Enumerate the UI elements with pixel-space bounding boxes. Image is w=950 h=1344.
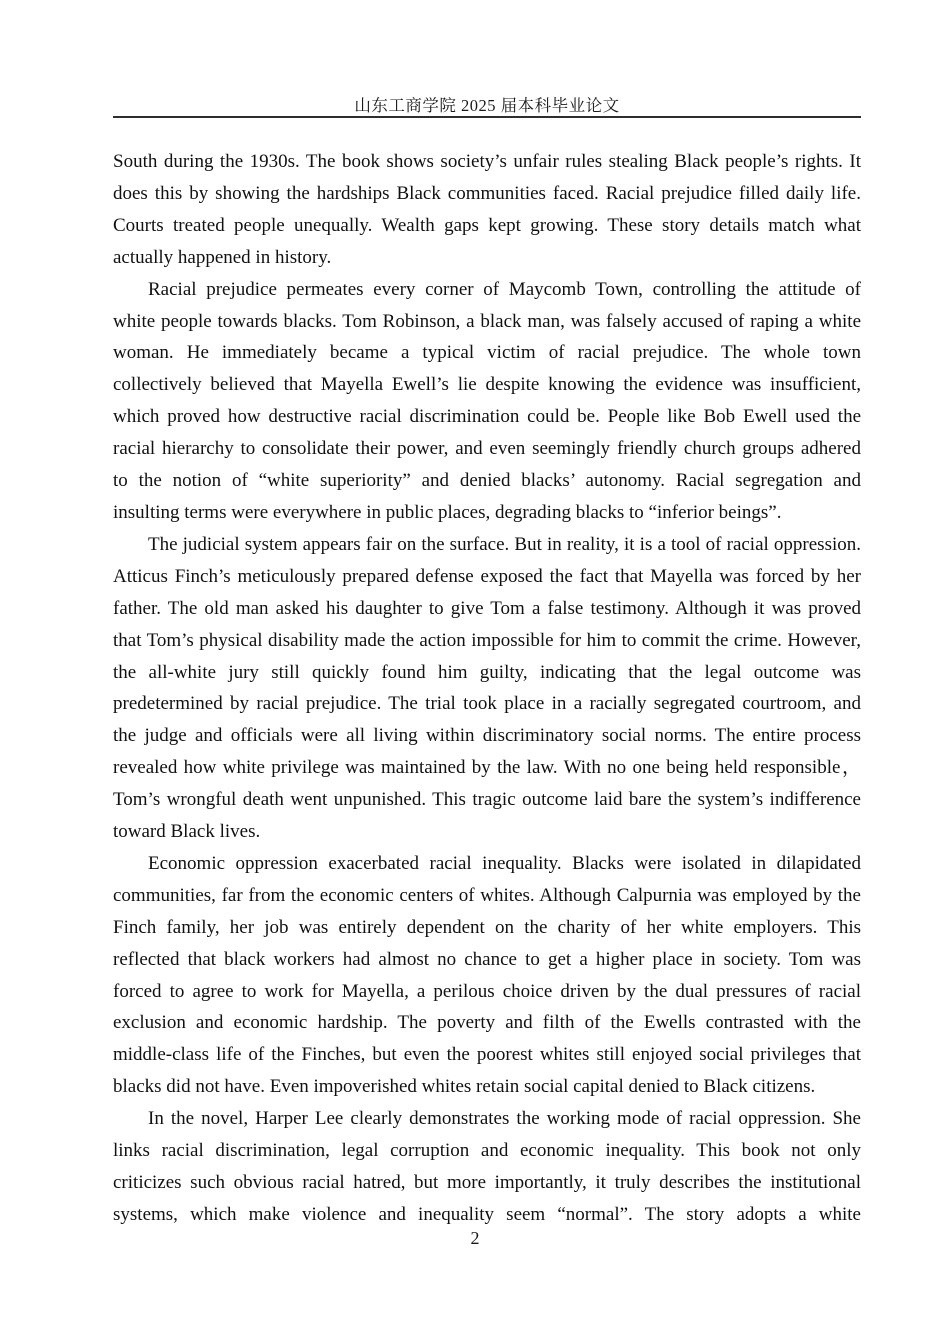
- paragraph: [113, 529, 861, 848]
- text-line: Economic oppression exacerbated racial inequality. Blacks were isolated in dilapidated: [148, 852, 861, 874]
- text-line: Finch family, her job was entirely dependent on the charity of her white employers. This: [113, 916, 861, 938]
- text-line: communities, far from the economic centers of whites. Although Calpurnia was employed by the: [113, 884, 861, 906]
- text-line: white people towards blacks. Tom Robinson, a black man, was falsely accused of raping a white: [113, 310, 861, 332]
- text-line: The judicial system appears fair on the surface. But in reality, it is a tool of racial oppression.: [148, 533, 861, 555]
- text-line: reflected that black workers had almost no chance to get a higher place in society. Tom was: [113, 948, 861, 970]
- text-line: Atticus Finch’s meticulously prepared defense exposed the fact that Mayella was forced by her: [113, 565, 861, 587]
- text-line: middle-class life of the Finches, but even the poorest whites still enjoyed social privileges that: [113, 1044, 861, 1066]
- text-line: revealed how white privilege was maintained by the law. With no one being held responsible，: [113, 757, 861, 779]
- page-number: 2: [470, 1228, 480, 1248]
- text-line: collectively believed that Mayella Ewell’s lie despite knowing the evidence was insufficient,: [113, 374, 861, 396]
- paragraph: [113, 1103, 861, 1231]
- paragraph: [113, 274, 861, 529]
- text-line: Racial prejudice permeates every corner of Maycomb Town, controlling the attitude of: [148, 278, 861, 300]
- text-line: insulting terms were everywhere in public places, degrading blacks to “inferior beings”.: [113, 501, 782, 523]
- text-line: actually happened in history.: [113, 246, 332, 268]
- page-footer: [0, 1227, 950, 1249]
- text-line: South during the 1930s. The book shows society’s unfair rules stealing Black people’s rights. It: [113, 151, 861, 172]
- text-line: to the notion of “white superiority” and denied blacks’ autonomy. Racial segregation and: [113, 470, 861, 492]
- text-line: father. The old man asked his daughter to give Tom a false testimony. Although it was proved: [113, 597, 861, 619]
- text-line: forced to agree to work for Mayella, a perilous choice driven by the dual pressures of racial: [113, 980, 861, 1002]
- header-title: 山东工商学院 2025 届本科毕业论文: [354, 96, 620, 115]
- text-line: which proved how destructive racial discrimination could be. People like Bob Ewell used the: [113, 406, 861, 428]
- text-line: criticizes such obvious racial hatred, but more importantly, it truly describes the institutional: [113, 1172, 861, 1193]
- text-line: predetermined by racial prejudice. The trial took place in a racially segregated courtroom, and: [113, 693, 861, 715]
- header-rule: [113, 116, 861, 118]
- paragraph: [113, 146, 861, 274]
- paragraph: [113, 848, 861, 1103]
- page-header: [113, 96, 861, 115]
- text-line: the judge and officials were all living within discriminatory social norms. The entire process: [113, 725, 861, 747]
- text-line: exclusion and economic hardship. The poverty and filth of the Ewells contrasted with the: [113, 1012, 861, 1034]
- text-line: systems, which make violence and inequality seem “normal”. The story adopts a white: [113, 1203, 861, 1225]
- text-line: Tom’s wrongful death went unpunished. This tragic outcome laid bare the system’s indifference: [113, 789, 861, 811]
- text-line: Courts treated people unequally. Wealth gaps kept growing. These story details match what: [113, 214, 861, 236]
- document-body: [113, 146, 861, 1231]
- text-line: In the novel, Harper Lee clearly demonstrates the working mode of racial oppression. She: [148, 1108, 861, 1130]
- text-line: racial hierarchy to consolidate their power, and even seemingly friendly church groups adhered: [113, 438, 861, 460]
- text-line: that Tom’s physical disability made the action impossible for him to commit the crime. However,: [113, 629, 861, 651]
- text-line: blacks did not have. Even impoverished whites retain social capital denied to Black citizens.: [113, 1076, 816, 1098]
- text-line: woman. He immediately became a typical victim of racial prejudice. The whole town: [113, 342, 861, 364]
- text-line: toward Black lives.: [113, 821, 261, 843]
- text-line: does this by showing the hardships Black communities faced. Racial prejudice filled daily life.: [113, 182, 861, 204]
- text-line: the all-white jury still quickly found him guilty, indicating that the legal outcome was: [113, 661, 861, 683]
- text-line: links racial discrimination, legal corruption and economic inequality. This book not only: [113, 1140, 861, 1162]
